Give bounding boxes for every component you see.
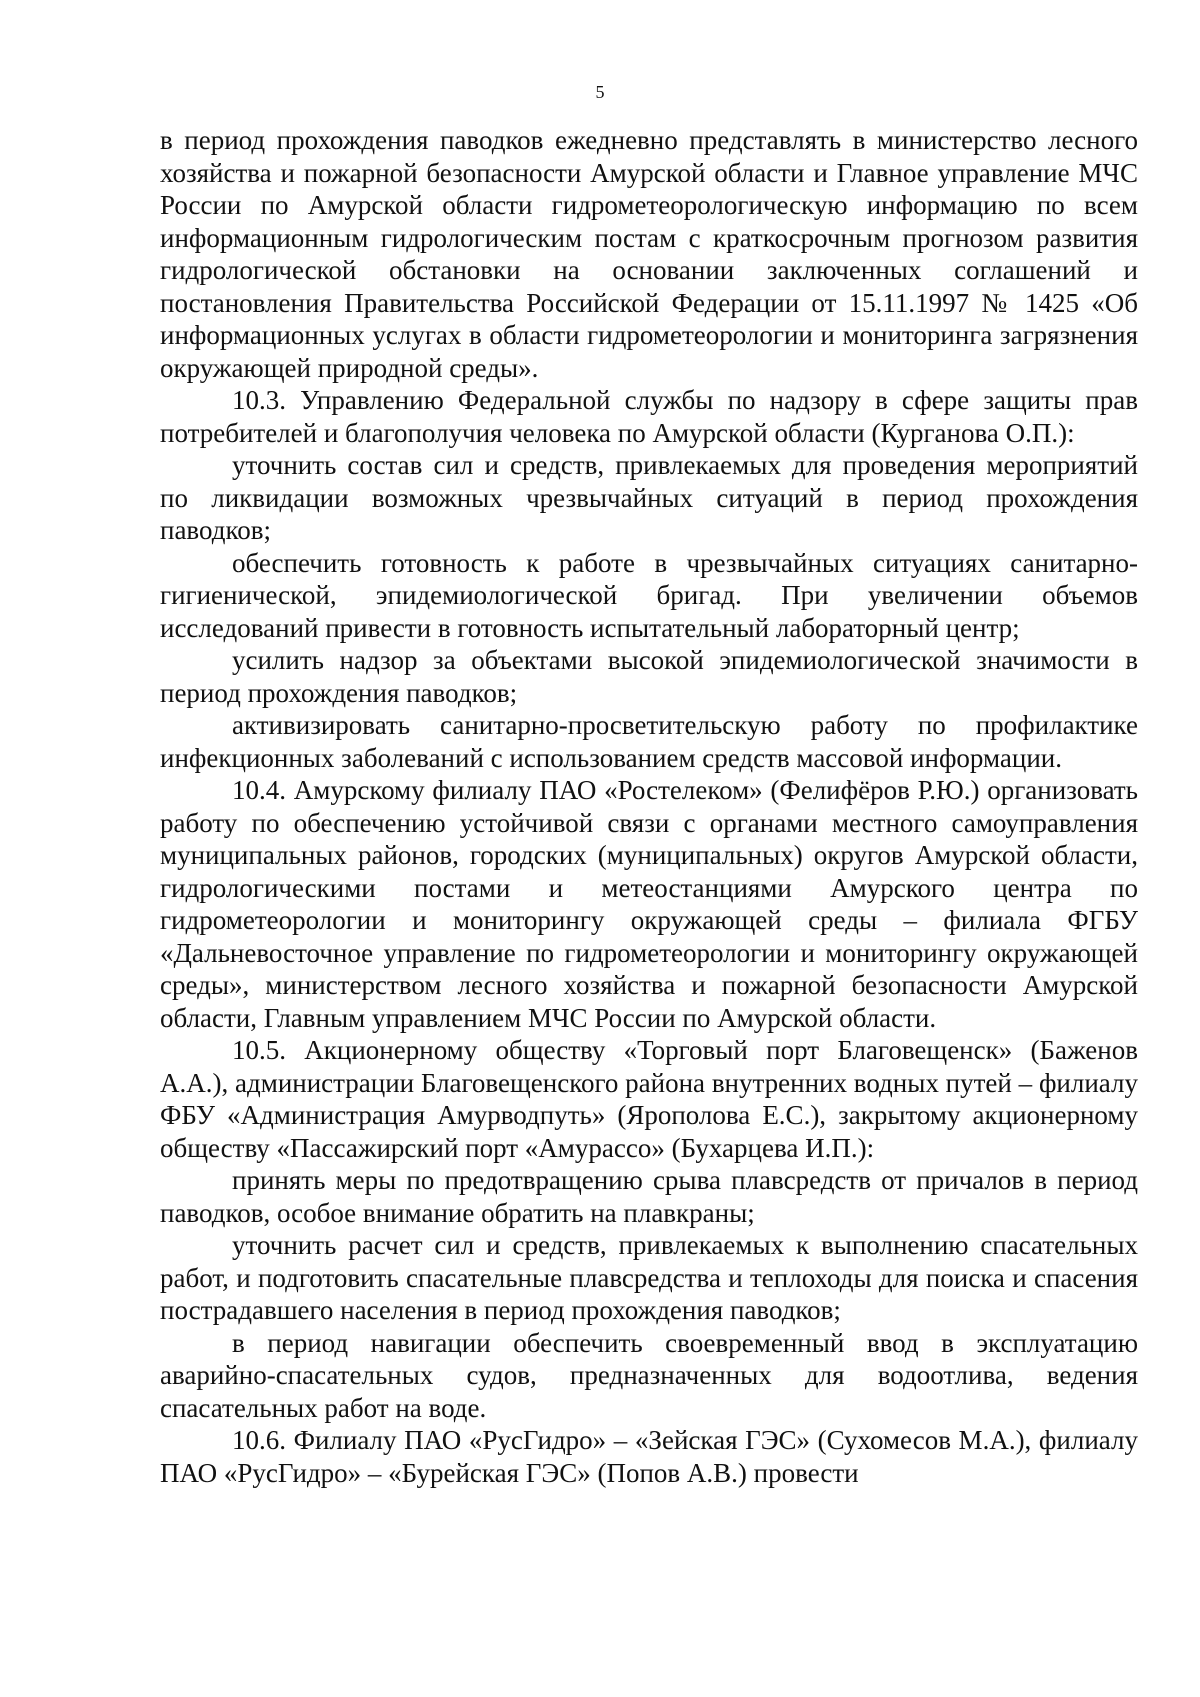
- paragraph-10-6: 10.6. Филиалу ПАО «РусГидро» – «Зейская ГЭС» (Сухомесов М.А.), филиалу ПАО «РусГидро» – «Бурейская ГЭС» (Попов А.В.) провести: [160, 1425, 1138, 1488]
- paragraph-hydromet-info: в период прохождения паводков ежедневно представлять в министерство лесного хозяйства и пожарной безопасности Амурской области и Главное управление МЧС России по Амурской области гидрометеорологическую информацию по всем информационным гидрологическим постам с краткосрочным прогнозом развития гидрологической обстановки на основании заключенных соглашений и постановления Правительства Российской Федерации от 15.11.1997 № 1425 «Об информационных услугах в области гидрометеорологии и мониторинга загрязнения окружающей природной среды».: [160, 125, 1138, 383]
- paragraph-10-4: 10.4. Амурскому филиалу ПАО «Ростелеком» (Фелифёров Р.Ю.) организовать работу по обеспечению устойчивой связи с органами местного самоуправления муниципальных районов, городских (муниципальных) округов Амурской области, гидрологическими постами и метеостанциями Амурского центра по гидрометеорологии и мониторингу окружающей среды – филиала ФГБУ «Дальневосточное управление по гидрометеорологии и мониторингу окружающей среды», министерством лесного хозяйства и пожарной безопасности Амурской области, Главным управлением МЧС России по Амурской области.: [160, 775, 1138, 1033]
- paragraph-forces-clarify: уточнить состав сил и средств, привлекаемых для проведения мероприятий по ликвидации возможных чрезвычайных ситуаций в период прохождения паводков;: [160, 450, 1138, 545]
- paragraph-education: активизировать санитарно-просветительскую работу по профилактике инфекционных заболеваний с использованием средств массовой информации.: [160, 710, 1138, 773]
- paragraph-supervision: усилить надзор за объектами высокой эпидемиологической значимости в период прохождения паводков;: [160, 645, 1138, 708]
- paragraph-readiness: обеспечить готовность к работе в чрезвычайных ситуациях санитарно-гигиенической, эпидемиологической бригад. При увеличении объемов исследований привести в готовность испытательный лабораторный центр;: [160, 547, 1138, 643]
- paragraph-vessels: принять меры по предотвращению срыва плавсредств от причалов в период паводков, особое внимание обратить на плавкраны;: [160, 1165, 1138, 1228]
- paragraph-rescue-forces: уточнить расчет сил и средств, привлекаемых к выполнению спасательных работ, и подготовить спасательные плавсредства и теплоходы для поиска и спасения пострадавшего населения в период прохождения паводков;: [160, 1230, 1138, 1325]
- paragraph-10-3: 10.3. Управлению Федеральной службы по надзору в сфере защиты прав потребителей и благополучия человека по Амурской области (Курганова О.П.):: [160, 385, 1138, 448]
- paragraph-navigation: в период навигации обеспечить своевременный ввод в эксплуатацию аварийно-спасательных судов, предназначенных для водоотлива, ведения спасательных работ на воде.: [160, 1327, 1138, 1423]
- page-number: 5: [595, 82, 605, 102]
- document-body: [160, 124, 1138, 1489]
- paragraph-10-5: 10.5. Акционерному обществу «Торговый порт Благовещенск» (Баженов А.А.), администрации Благовещенского района внутренних водных путей – филиалу ФБУ «Администрация Амурводпуть» (Ярополова Е.С.), закрытому акционерному обществу «Пассажирский порт «Амурассо» (Бухарцева И.П.):: [160, 1035, 1138, 1163]
